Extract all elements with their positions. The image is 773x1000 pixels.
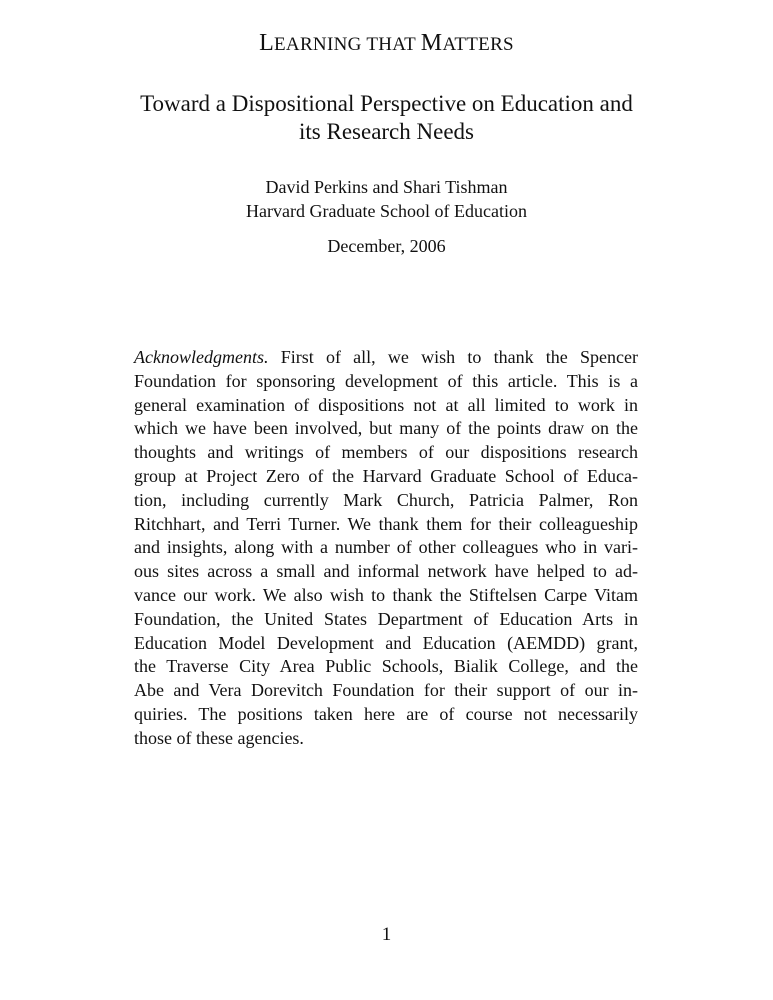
title-rest-2: ATTERS xyxy=(442,34,514,55)
ack-line xyxy=(134,346,638,370)
ack-line: Ritchhart, and Terri Turner. We thank them for their colleagueship xyxy=(134,513,638,534)
ack-line: tion, including currently Mark Church, Patricia Palmer, Ron xyxy=(134,489,638,510)
ack-line: vance our work. We also wish to thank the Stiftelsen Carpe Vitam xyxy=(134,584,638,605)
ack-line: Foundation for sponsoring development of this article. This is a xyxy=(134,370,638,391)
ack-line: Abe and Vera Dorevitch Foundation for their support of our in- xyxy=(134,680,638,701)
ack-line: Foundation, the United States Department of Education Arts in xyxy=(134,608,638,629)
subtitle-line-2: its Research Needs xyxy=(299,119,474,144)
ack-line: those of these agencies. xyxy=(134,727,304,748)
acknowledgments-label: Acknowledgments. xyxy=(134,347,269,367)
acknowledgments-paragraph xyxy=(134,346,638,751)
subtitle-line-1: Toward a Dispositional Perspective on Education and xyxy=(140,91,633,116)
ack-line: quiries. The positions taken here are of course not necessarily xyxy=(134,703,638,724)
ack-line-text: First of all, we wish to thank the Spencer xyxy=(268,347,638,367)
ack-line: group at Project Zero of the Harvard Graduate School of Educa- xyxy=(134,465,638,486)
ack-line: thoughts and writings of members of our dispositions research xyxy=(134,442,638,463)
title-rest-1: EARNING THAT xyxy=(274,34,421,55)
document-title xyxy=(0,30,773,57)
ack-line: and insights, along with a number of other colleagues who in vari- xyxy=(134,537,638,558)
document-subtitle xyxy=(100,90,673,146)
title-initial-m: M xyxy=(420,30,443,56)
author-block xyxy=(0,175,773,223)
title-initial-l: L xyxy=(259,30,275,56)
ack-line: ous sites across a small and informal network have helped to ad- xyxy=(134,561,638,582)
ack-line: general examination of dispositions not at all limited to work in xyxy=(134,394,638,415)
publication-date: December, 2006 xyxy=(327,236,446,256)
ack-line: which we have been involved, but many of the points draw on the xyxy=(134,418,638,439)
ack-line: Education Model Development and Education (AEMDD) grant, xyxy=(134,632,638,653)
ack-line: the Traverse City Area Public Schools, Bialik College, and the xyxy=(134,656,638,677)
affiliation: Harvard Graduate School of Education xyxy=(246,201,527,221)
authors: David Perkins and Shari Tishman xyxy=(265,177,508,197)
page-number: 1 xyxy=(381,924,392,945)
